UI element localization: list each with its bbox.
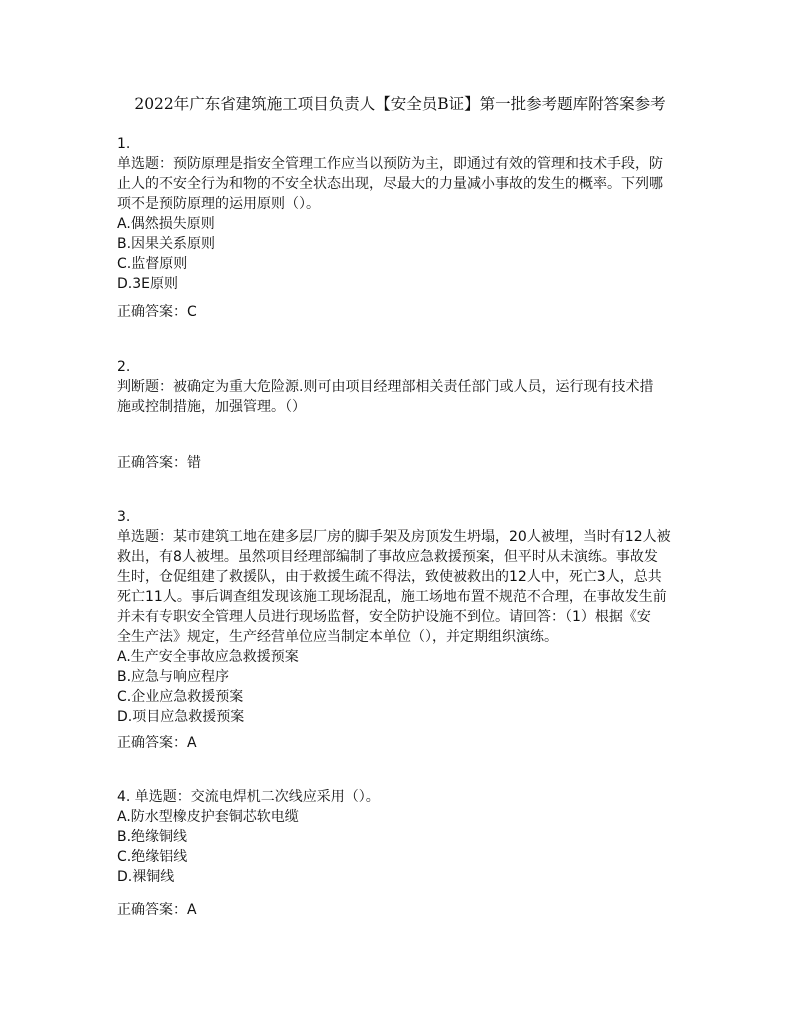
option-a: A.生产安全事故应急救援预案	[117, 649, 299, 665]
answer-4: 正确答案：A	[117, 902, 197, 918]
option-c: C.监督原则	[117, 256, 188, 272]
option-d: D.项目应急救援预案	[117, 709, 245, 725]
answer-1: 正确答案：C	[117, 304, 197, 320]
option-a: A.偶然损失原则	[117, 216, 215, 232]
question-1	[117, 134, 692, 294]
question-text-line: 单选题：某市建筑工地在建多层厂房的脚手架及房顶发生坍塌，20人被埋，当时有12人被	[117, 529, 671, 545]
question-text-line: 并未有专职安全管理人员进行现场监督，安全防护设施不到位。请回答：（1）根据《安	[117, 609, 651, 625]
question-text-line: 生时，仓促组建了救援队，由于救援生疏不得法，致使被救出的12人中，死亡3人，总共	[117, 569, 662, 585]
option-c: C.企业应急救援预案	[117, 689, 244, 705]
question-text-line: 4. 单选题：交流电焊机二次线应采用（）。	[117, 789, 380, 805]
question-text-line: 施或控制措施，加强管理。（）	[117, 399, 306, 415]
question-text-line: 单选题：预防原理是指安全管理工作应当以预防为主，即通过有效的管理和技术手段，防	[117, 156, 663, 172]
answer-3: 正确答案：A	[117, 735, 197, 751]
question-4	[117, 787, 692, 887]
question-text-line: 死亡11人。事后调查组发现该施工现场混乱，施工场地布置不规范不合理，在事故发生前	[117, 589, 667, 605]
option-d: D.3E原则	[117, 276, 178, 292]
document-title: 2022年广东省建筑施工项目负责人【安全员B证】第一批参考题库附答案参考	[134, 95, 666, 113]
question-text-line: 项不是预防原理的运用原则（）。	[117, 196, 320, 212]
option-a: A.防水型橡皮护套铜芯软电缆	[117, 809, 299, 825]
option-c: C.绝缘铝线	[117, 849, 188, 865]
question-number: 3.	[117, 509, 131, 525]
question-3	[117, 507, 692, 727]
answer-2: 正确答案：错	[117, 455, 201, 471]
question-number: 2.	[117, 359, 131, 375]
option-b: B.绝缘铜线	[117, 829, 188, 845]
question-number: 1.	[117, 136, 131, 152]
question-2	[117, 357, 692, 417]
question-text-line: 判断题：被确定为重大危险源.则可由项目经理部相关责任部门或人员，运行现有技术措	[117, 379, 654, 395]
question-text-line: 救出，有8人被埋。虽然项目经理部编制了事故应急救援预案，但平时从未演练。事故发	[117, 549, 658, 565]
question-text-line: 止人的不安全行为和物的不安全状态出现，尽最大的力量减小事故的发生的概率。下列哪	[117, 176, 663, 192]
option-d: D.裸铜线	[117, 869, 175, 885]
question-text-line: 全生产法》规定，生产经营单位应当制定本单位（），并定期组织演练。	[117, 629, 558, 645]
option-b: B.应急与响应程序	[117, 669, 230, 685]
option-b: B.因果关系原则	[117, 236, 216, 252]
